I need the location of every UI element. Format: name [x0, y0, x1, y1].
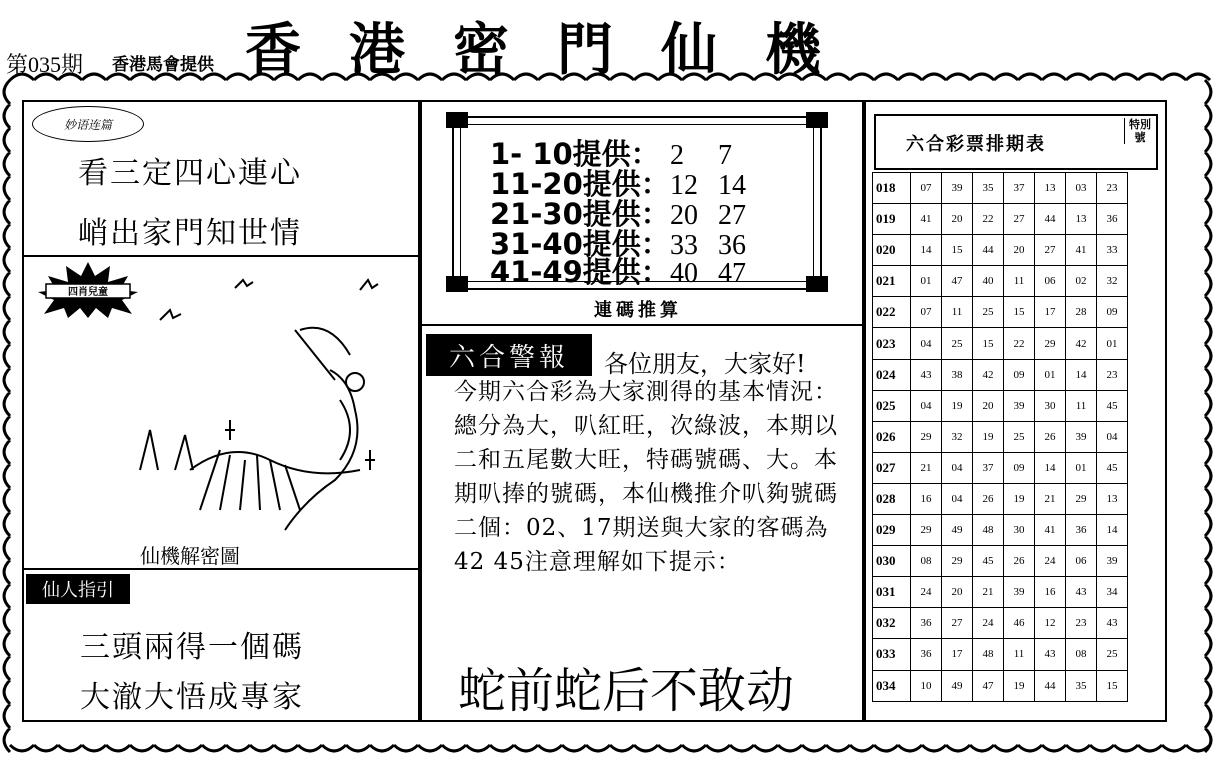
number-cell: 39	[1004, 390, 1035, 421]
number-cell: 06	[1035, 266, 1066, 297]
special-number-cell: 23	[1097, 173, 1128, 204]
number-cell: 47	[973, 670, 1004, 701]
number-cell: 42	[973, 359, 1004, 390]
period-cell: 024	[873, 359, 911, 390]
period-cell: 033	[873, 639, 911, 670]
table-row	[873, 173, 1128, 204]
number-cell: 41	[1035, 515, 1066, 546]
number-cell: 28	[1066, 297, 1097, 328]
number-cell: 06	[1066, 546, 1097, 577]
number-cell: 27	[1004, 204, 1035, 235]
table-row	[873, 390, 1128, 421]
slogan: 蛇前蛇后不敢动	[458, 663, 795, 719]
number-cell: 11	[1004, 266, 1035, 297]
number-cell: 11	[942, 297, 973, 328]
number-cell: 04	[911, 390, 942, 421]
number-cell: 40	[973, 266, 1004, 297]
table-row	[873, 204, 1128, 235]
number-cell: 19	[973, 421, 1004, 452]
number-cell: 29	[942, 546, 973, 577]
period-cell: 032	[873, 608, 911, 639]
number-cell: 41	[911, 204, 942, 235]
range-row	[490, 250, 766, 291]
number-cell: 37	[1004, 173, 1035, 204]
special-number-cell: 23	[1097, 359, 1128, 390]
number-cell: 29	[1035, 328, 1066, 359]
number-cell: 04	[942, 483, 973, 514]
number-cell: 09	[1004, 359, 1035, 390]
number-cell: 26	[1035, 421, 1066, 452]
poem-line-1: 看三定四心連心	[78, 156, 302, 191]
number-cell: 08	[1066, 639, 1097, 670]
number-cell: 29	[911, 515, 942, 546]
range-label: 11-20提供：	[490, 167, 670, 201]
range-value: 36	[718, 230, 746, 261]
number-cell: 11	[1066, 390, 1097, 421]
table-row	[873, 421, 1128, 452]
number-cell: 02	[1066, 266, 1097, 297]
table-row	[873, 452, 1128, 483]
calc-label: 連碼推算	[594, 300, 682, 321]
number-cell: 36	[1066, 515, 1097, 546]
number-cell: 37	[973, 452, 1004, 483]
guide-label: 仙人指引	[26, 574, 130, 604]
range-value: 27	[718, 200, 746, 231]
special-number-cell: 39	[1097, 546, 1128, 577]
period-cell: 022	[873, 297, 911, 328]
number-cell: 20	[942, 577, 973, 608]
range-value: 14	[718, 170, 746, 201]
number-cell: 38	[942, 359, 973, 390]
bird-icon	[160, 310, 181, 320]
period-cell: 018	[873, 173, 911, 204]
number-cell: 19	[1004, 670, 1035, 701]
number-cell: 17	[942, 639, 973, 670]
guide-line-2: 大澈大悟成專家	[80, 680, 304, 715]
period-cell: 030	[873, 546, 911, 577]
table-row	[873, 483, 1128, 514]
number-cell: 17	[1035, 297, 1066, 328]
range-value: 2	[670, 140, 684, 171]
number-cell: 16	[911, 483, 942, 514]
draw-table	[872, 172, 1128, 702]
number-cell: 48	[973, 515, 1004, 546]
number-cell: 24	[911, 577, 942, 608]
number-cell: 01	[1066, 452, 1097, 483]
table-row	[873, 359, 1128, 390]
special-number-cell: 36	[1097, 204, 1128, 235]
number-cell: 30	[1035, 390, 1066, 421]
bird-icon	[360, 280, 378, 290]
number-cell: 43	[1035, 639, 1066, 670]
number-cell: 21	[911, 452, 942, 483]
number-cell: 14	[1066, 359, 1097, 390]
special-number-cell: 33	[1097, 235, 1128, 266]
period-cell: 026	[873, 421, 911, 452]
period-cell: 023	[873, 328, 911, 359]
number-cell: 24	[1035, 546, 1066, 577]
number-cell: 44	[1035, 204, 1066, 235]
number-cell: 19	[942, 390, 973, 421]
number-cell: 12	[1035, 608, 1066, 639]
number-cell: 25	[942, 328, 973, 359]
number-cell: 47	[942, 266, 973, 297]
table-row	[873, 546, 1128, 577]
special-number-cell: 45	[1097, 390, 1128, 421]
number-cell: 15	[1004, 297, 1035, 328]
number-cell: 32	[942, 421, 973, 452]
page-title: 香港密門仙機	[245, 18, 869, 83]
number-cell: 23	[1066, 608, 1097, 639]
number-cell: 27	[942, 608, 973, 639]
number-cell: 13	[1066, 204, 1097, 235]
number-cell: 42	[1066, 328, 1097, 359]
divider	[22, 568, 420, 570]
number-cell: 14	[911, 235, 942, 266]
number-cell: 04	[911, 328, 942, 359]
special-number-cell: 09	[1097, 297, 1128, 328]
special-number-cell: 13	[1097, 483, 1128, 514]
table-row	[873, 670, 1128, 701]
number-cell: 26	[1004, 546, 1035, 577]
number-cell: 39	[942, 173, 973, 204]
number-cell: 45	[973, 546, 1004, 577]
number-cell: 13	[1035, 173, 1066, 204]
greeting: 各位朋友，大家好!	[604, 350, 806, 378]
number-cell: 19	[1004, 483, 1035, 514]
number-cell: 01	[911, 266, 942, 297]
table-row	[873, 297, 1128, 328]
number-cell: 35	[1066, 670, 1097, 701]
number-cell: 22	[1004, 328, 1035, 359]
number-cell: 21	[973, 577, 1004, 608]
number-cell: 26	[973, 483, 1004, 514]
number-cell: 36	[911, 608, 942, 639]
range-value: 12	[670, 170, 698, 201]
number-cell: 39	[1066, 421, 1097, 452]
period-cell: 029	[873, 515, 911, 546]
number-cell: 15	[942, 235, 973, 266]
issue-number: 第035期	[6, 52, 84, 77]
picture-caption: 仙機解密圖	[140, 544, 240, 568]
range-label: 41-49提供：	[490, 255, 670, 289]
number-cell: 49	[942, 515, 973, 546]
starburst-badge	[38, 262, 138, 318]
special-number-cell: 04	[1097, 421, 1128, 452]
period-cell: 031	[873, 577, 911, 608]
range-value: 47	[718, 258, 746, 289]
period-cell: 028	[873, 483, 911, 514]
special-number-cell: 14	[1097, 515, 1128, 546]
range-value: 20	[670, 200, 698, 231]
special-number-label: 特別號	[1124, 118, 1155, 144]
range-label: 31-40提供：	[490, 227, 670, 261]
special-number-cell: 01	[1097, 328, 1128, 359]
number-cell: 29	[911, 421, 942, 452]
number-cell: 14	[1035, 452, 1066, 483]
period-cell: 019	[873, 204, 911, 235]
table-row	[873, 577, 1128, 608]
period-cell: 027	[873, 452, 911, 483]
provider-label: 香港馬會提供	[112, 55, 214, 75]
number-cell: 43	[1066, 577, 1097, 608]
special-number-cell: 43	[1097, 608, 1128, 639]
table-row	[873, 328, 1128, 359]
range-value: 7	[718, 140, 732, 171]
archer-illustration	[130, 270, 410, 540]
number-cell: 20	[942, 204, 973, 235]
poem-line-2: 峭出家門知世情	[78, 216, 302, 251]
number-cell: 11	[1004, 639, 1035, 670]
number-cell: 07	[911, 173, 942, 204]
number-cell: 22	[973, 204, 1004, 235]
number-cell: 20	[1004, 235, 1035, 266]
number-cell: 16	[1035, 577, 1066, 608]
table-row	[873, 608, 1128, 639]
number-cell: 24	[973, 608, 1004, 639]
period-cell: 034	[873, 670, 911, 701]
number-cell: 07	[911, 297, 942, 328]
table-row	[873, 639, 1128, 670]
special-number-cell: 25	[1097, 639, 1128, 670]
range-value: 40	[670, 258, 698, 289]
number-cell: 49	[942, 670, 973, 701]
number-cell: 44	[973, 235, 1004, 266]
special-number-cell: 32	[1097, 266, 1128, 297]
number-cell: 21	[1035, 483, 1066, 514]
number-cell: 30	[1004, 515, 1035, 546]
number-cell: 48	[973, 639, 1004, 670]
bird-icon	[235, 280, 253, 288]
table-row	[873, 515, 1128, 546]
range-value: 33	[670, 230, 698, 261]
number-cell: 25	[973, 297, 1004, 328]
number-cell: 04	[942, 452, 973, 483]
table-row	[873, 266, 1128, 297]
guide-line-1: 三頭兩得一個碼	[80, 630, 304, 665]
number-cell: 44	[1035, 670, 1066, 701]
number-cell: 46	[1004, 608, 1035, 639]
number-cell: 27	[1035, 235, 1066, 266]
table-title: 六合彩票排期表	[906, 134, 1046, 155]
number-cell: 43	[911, 359, 942, 390]
number-cell: 25	[1004, 421, 1035, 452]
period-cell: 025	[873, 390, 911, 421]
alert-label: 六合警報	[426, 334, 592, 376]
oval-tag: 妙语连篇	[32, 106, 144, 142]
number-cell: 08	[911, 546, 942, 577]
divider	[420, 324, 864, 326]
number-cell: 10	[911, 670, 942, 701]
number-cell: 03	[1066, 173, 1097, 204]
special-number-cell: 45	[1097, 452, 1128, 483]
special-number-cell: 15	[1097, 670, 1128, 701]
divider	[22, 255, 420, 257]
table-row	[873, 235, 1128, 266]
range-label: 1- 10提供：	[490, 137, 660, 171]
number-cell: 39	[1004, 577, 1035, 608]
badge-text: 四肖兒童	[68, 287, 108, 298]
range-label: 21-30提供：	[490, 197, 670, 231]
number-cell: 20	[973, 390, 1004, 421]
number-cell: 35	[973, 173, 1004, 204]
period-cell: 021	[873, 266, 911, 297]
special-number-cell: 34	[1097, 577, 1128, 608]
number-cell: 29	[1066, 483, 1097, 514]
number-cell: 15	[973, 328, 1004, 359]
number-cell: 41	[1066, 235, 1097, 266]
number-cell: 36	[911, 639, 942, 670]
number-cell: 01	[1035, 359, 1066, 390]
period-cell: 020	[873, 235, 911, 266]
body-text: 今期六合彩為大家測得的基本情況：總分為大，叭紅旺，次綠波，本期以二和五尾數大旺，特碼號碼、大。本期叭捧的號碼，本仙機推介叭夠號碼二個：02、17期送與大家的客碼為42 45注意理解如下提示：	[454, 379, 838, 575]
number-cell: 09	[1004, 452, 1035, 483]
